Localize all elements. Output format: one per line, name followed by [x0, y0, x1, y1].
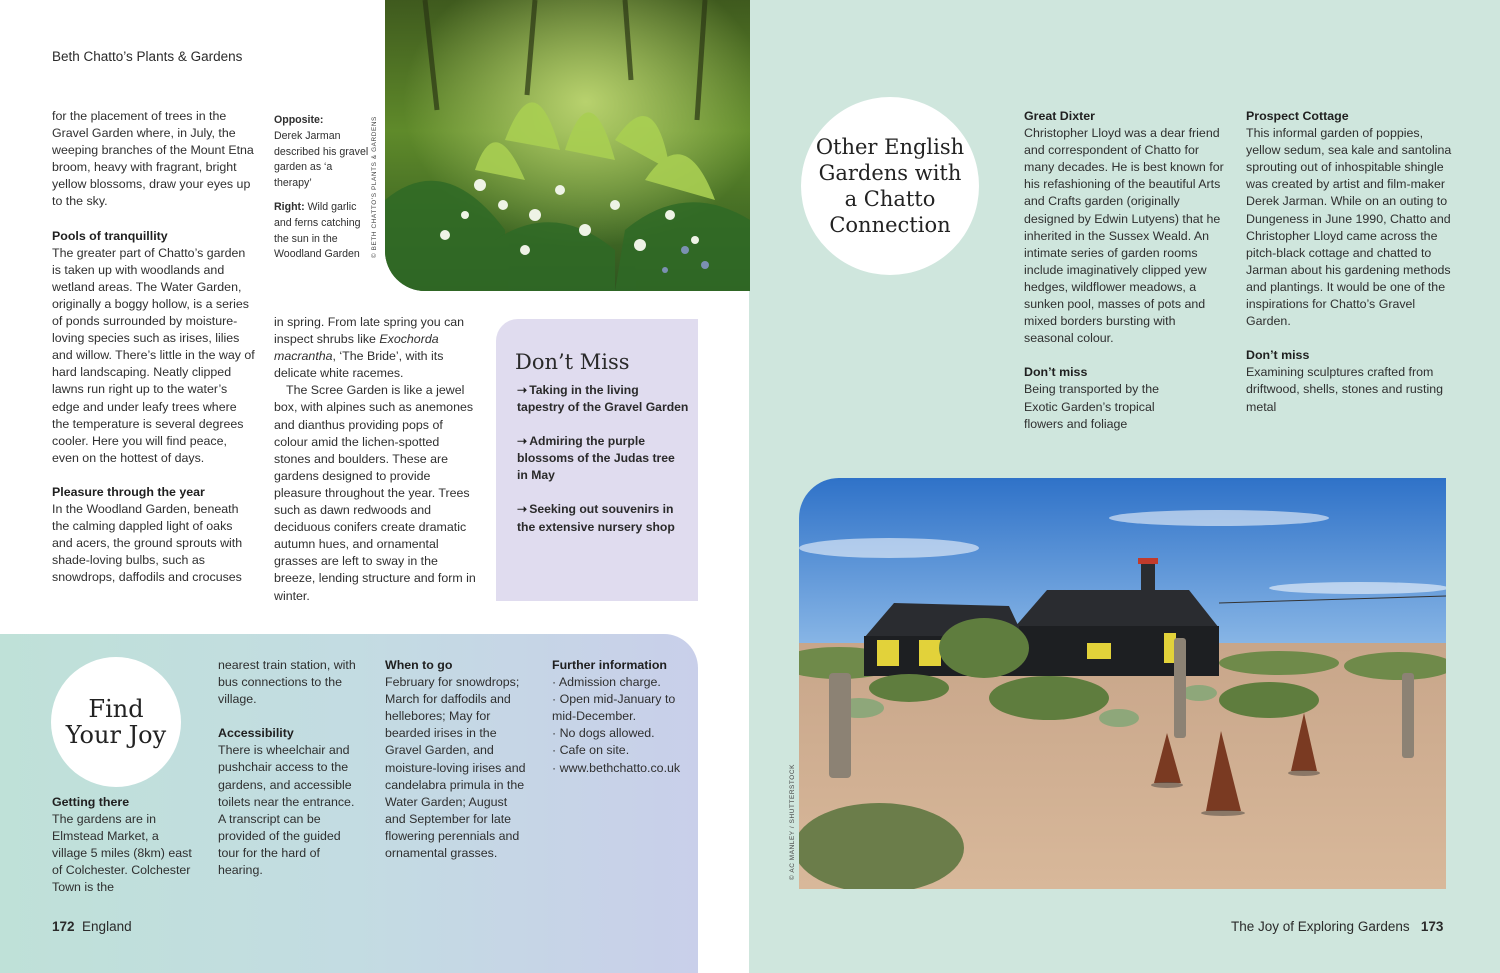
col2-paragraph-2: The Scree Garden is like a jewel box, with alpines such as anemones and dianthus providing pops of colour amid the lichen-spotted stones and boulders. These are gardens designed to provide pleasure throughout the year. Trees such as dawn redwoods and deciduous conifers create dramatic autumn hues, and ornamental grasses are left to sway in the breeze, lending structure and form in winter. — [274, 383, 476, 603]
other-gardens-title-line-4: Connection — [829, 213, 951, 237]
photo-credit-woodland: © BETH CHATTO’S PLANTS & GARDENS — [371, 116, 378, 258]
find-your-joy-circle — [51, 657, 181, 787]
page-number-right: 173 — [1420, 919, 1444, 934]
getting-there-section — [52, 794, 192, 897]
photo-caption — [274, 113, 370, 263]
caption-opposite-text: Derek Jarman described his gravel garden as ‘a therapy’ — [274, 129, 369, 190]
further-info-heading: Further information — [552, 658, 667, 672]
great-dixter-dont-miss-text: Being transported by the Exotic Garden’s tropical flowers and foliage — [1024, 382, 1160, 431]
arrow-right-icon: ➝ — [517, 434, 526, 449]
further-info-item: · www.bethchatto.co.uk — [552, 760, 681, 775]
prospect-cottage-dont-miss-text: Examining sculptures crafted from driftwood, shells, stones and rusting metal — [1246, 365, 1443, 414]
prospect-cottage-text: This informal garden of poppies, yellow sedum, sea kale and santolina sprouting out of inhospitable shingle was created by artist and film-maker Derek Jarman. While on an outing to Dungeness in June 1990, Chatto and Christopher Lloyd came across the pitch-black cottage and chatted to Jarman about his gardening methods and plantings. It would be one of the inspirations for Chatto’s Gravel Garden. — [1246, 126, 1452, 329]
great-dixter-section — [1024, 108, 1226, 433]
when-to-go-section — [385, 657, 531, 862]
when-to-go-heading: When to go — [385, 658, 453, 672]
folio-left — [52, 919, 132, 934]
further-info-item: · No dogs allowed. — [552, 726, 655, 741]
accessibility-heading: Accessibility — [218, 726, 294, 741]
accessibility-text: There is wheelchair and pushchair access to the gardens, and accessible toilets near the entrance. A transcript can be provided of the guided tour for the hard of hearing. — [218, 743, 355, 878]
body-column-2 — [274, 314, 478, 605]
find-joy-title-line-1: Find — [88, 695, 144, 723]
prospect-cottage-heading: Prospect Cottage — [1246, 109, 1349, 123]
further-info-section — [552, 657, 690, 777]
subhead-pools: Pools of tranquillity — [52, 228, 168, 243]
photo-credit-cottage: © AC MANLEY / SHUTTERSTOCK — [789, 764, 796, 880]
dont-miss-list — [517, 382, 689, 536]
prospect-cottage-dont-miss-heading: Don’t miss — [1246, 348, 1310, 363]
other-gardens-title-line-3: a Chatto — [844, 187, 936, 211]
page-number-left: 172 — [52, 919, 75, 934]
great-dixter-text: Christopher Lloyd was a dear friend and correspondent of Chatto for many decades. He is best known for his refashioning of the beautiful Arts and Crafts garden (originally designed by Edwin Lutyens) that he inherited in the Sussex Weald. An intimate series of garden rooms include imaginatively clipped yew hedges, wildflower meadows, a sunken pool, masses of pots and mixed borders bursting with seasonal colour. — [1024, 126, 1224, 346]
getting-there-continued: nearest train station, with bus connections to the village. — [218, 658, 356, 707]
great-dixter-dont-miss-heading: Don’t miss — [1024, 365, 1088, 380]
caption-right-text: Wild garlic and ferns catching the sun in the Woodland Garden — [274, 200, 361, 261]
dont-miss-item-2: ➝ Admiring the purple blossoms of the Judas tree in May — [517, 434, 675, 483]
arrow-right-icon: ➝ — [517, 502, 526, 517]
find-joy-title-line-2: Your Joy — [65, 721, 167, 749]
plant-name-italic: Exochorda macrantha — [274, 332, 439, 364]
further-info-item: · Admission charge. — [552, 675, 661, 690]
col1-pleasure-text: In the Woodland Garden, beneath the calming dappled light of oaks and acers, the ground sprouts with shade-loving bulbs, such as snowdrops, daffodils and crocuses — [52, 501, 243, 585]
further-info-item: · Cafe on site. — [552, 743, 630, 758]
subhead-pleasure: Pleasure through the year — [52, 484, 205, 499]
dont-miss-item-1: ➝ Taking in the living tapestry of the Gravel Garden — [517, 383, 689, 415]
section-name-right: The Joy of Exploring Gardens — [1231, 919, 1410, 934]
great-dixter-heading: Great Dixter — [1024, 109, 1095, 123]
other-gardens-title-line-2: Gardens with — [818, 161, 962, 185]
running-head: Beth Chatto’s Plants & Gardens — [52, 49, 243, 64]
caption-right-label: Right: — [274, 200, 305, 213]
dont-miss-title: Don’t Miss — [515, 350, 630, 374]
other-gardens-circle — [801, 97, 979, 275]
col2-paragraph-1: in spring. From late spring you can inspect shrubs like Exochorda macrantha, ‘The Bride’, with its delicate white racemes. — [274, 315, 465, 381]
prospect-cottage-photo — [799, 478, 1446, 889]
col1-pools-text: The greater part of Chatto’s garden is taken up with woodlands and wetland areas. The Water Garden, originally a boggy hollow, is a series of ponds surrounded by moisture-loving species such as irises, lilies and willow. There’s little in the way of hard landscaping. Neatly clipped lawns run right up to the water’s edge and under leafy trees where the temperature is several degrees cooler. Here you will find peace, even on the hottest of days. — [52, 245, 255, 465]
arrow-right-icon: ➝ — [517, 383, 526, 397]
prospect-cottage-section — [1246, 108, 1452, 416]
body-column-1 — [52, 108, 256, 586]
when-to-go-text: February for snowdrops; March for daffodils and hellebores; May for bearded irises in the Gravel Garden, and moisture-loving irises and candelabra primula in the Water Garden; August and September for late flowering perennials and ornamental grasses. — [385, 675, 526, 861]
further-info-item: · Open mid-January to mid-December. — [552, 692, 676, 724]
caption-opposite-label: Opposite: — [274, 114, 324, 126]
section-name-left: England — [82, 919, 132, 934]
accessibility-section — [218, 657, 363, 879]
col1-intro: for the placement of trees in the Gravel Garden where, in July, the weeping branches of the Mount Etna broom, heavy with fragrant, bright yellow blossoms, draw your eyes up to the sky. — [52, 109, 254, 209]
dont-miss-item-3: ➝ Seeking out souvenirs in the extensive nursery shop — [517, 502, 675, 534]
other-gardens-title-line-1: Other English — [815, 135, 965, 159]
getting-there-heading: Getting there — [52, 795, 130, 809]
getting-there-text: The gardens are in Elmstead Market, a village 5 miles (8km) east of Colchester. Colchester Town is the — [52, 812, 192, 895]
woodland-garden-photo — [385, 0, 750, 291]
folio-right — [1231, 919, 1443, 934]
